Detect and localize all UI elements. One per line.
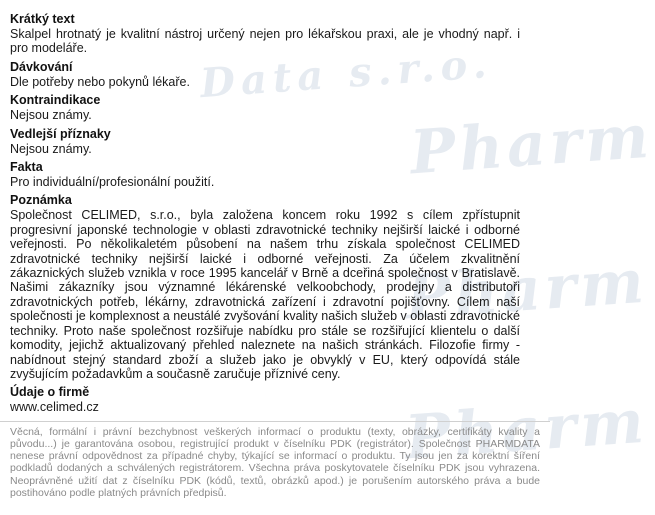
watermark-text: Data s.r.o. xyxy=(198,39,494,108)
section-body: Pro individuální/profesionální použití. xyxy=(10,175,215,190)
section-side-effects xyxy=(10,127,520,156)
watermark-logo: Pharm xyxy=(407,101,655,189)
section-heading: Krátký text xyxy=(10,12,75,26)
watermark-logo: Pharm xyxy=(402,246,650,334)
section-body: Nejsou známy. xyxy=(10,108,92,123)
section-body: Nejsou známy. xyxy=(10,141,92,156)
company-website: www.celimed.cz xyxy=(10,400,99,415)
section-heading: Údaje o firmě xyxy=(10,385,90,400)
section-contraindications xyxy=(10,93,520,122)
section-dosage xyxy=(10,60,520,89)
section-company-info xyxy=(10,385,520,414)
section-facts xyxy=(10,160,520,189)
section-body: Dle potřeby nebo pokynů lékaře. xyxy=(10,74,190,89)
section-heading: Dávkování xyxy=(10,59,73,74)
legal-disclaimer: Věcná, formální i právní bezchybnost veškerých informací o produktu (texty, obrázky, certifikáty kvality a původu...) je garantována osobou, registrující produkt v číselníku PDK (registrátor). Společnost PHARMDATA nenese právní odpovědnost za případné chyby, týkající se informací o produktu. Ty jsou jen za korektní šíření podkladů dodaných a schválených registrátorem. Všechna práva poskytovatele číselníku PDK jsou vyhrazena. Neoprávněné užití dat z číselníku PDK (kódů, textů, obrázků apod.) je porušením autorského práva a bude postihováno podle platných právních předpisů. xyxy=(0,421,550,499)
section-note xyxy=(10,193,520,381)
section-heading: Vedlejší příznaky xyxy=(10,126,111,141)
section-short-text xyxy=(10,12,520,56)
section-body: Společnost CELIMED, s.r.o., byla založena koncem roku 1992 s cílem zpřístupnit progresivní japonské technologie v oblasti zdravotnické techniky nejširší laické i odborné veřejnosti. Po několikaletém působení na našem trhu získala společnost CELIMED zdravotnické techniky nejširší laické i odborné veřejnosti. Za účelem zkvalitnění zákaznických služeb vznikla v roce 1995 kancelář v Brně a dceřiná společnost v Bratislavě. Našimi zákazníky jsou významné lékárenské velkoobchody, prodejny a distributoři zdravotnických potřeb, lékárny, zdravotnická zařízení i zdravotní pojišťovny. Cílem naší společnosti je komplexnost a neustálé zvyšování kvality našich služeb v oblasti zdravotnické techniky. Proto naše společnost rozšiřuje nabídku pro stále se rozšiřující klientelu o další komodity, jejichž aktualizovaný přehled naleznete na našich stránkách. Filozofie firmy - nabídnout stejný standard zboží a služeb jako je obvyklý v EU, který odpovídá stále zvyšujícím požadavkům a současně zaručuje příznivé ceny. xyxy=(10,208,520,381)
section-body: Skalpel hrotnatý je kvalitní nástroj určený nejen pro lékařskou praxi, ale je vhodný např. i pro modeláře. xyxy=(10,27,520,56)
section-heading: Fakta xyxy=(10,160,43,175)
section-heading: Kontraindikace xyxy=(10,93,101,108)
watermark-logo: Pharm xyxy=(402,386,650,474)
section-heading: Poznámka xyxy=(10,193,72,208)
